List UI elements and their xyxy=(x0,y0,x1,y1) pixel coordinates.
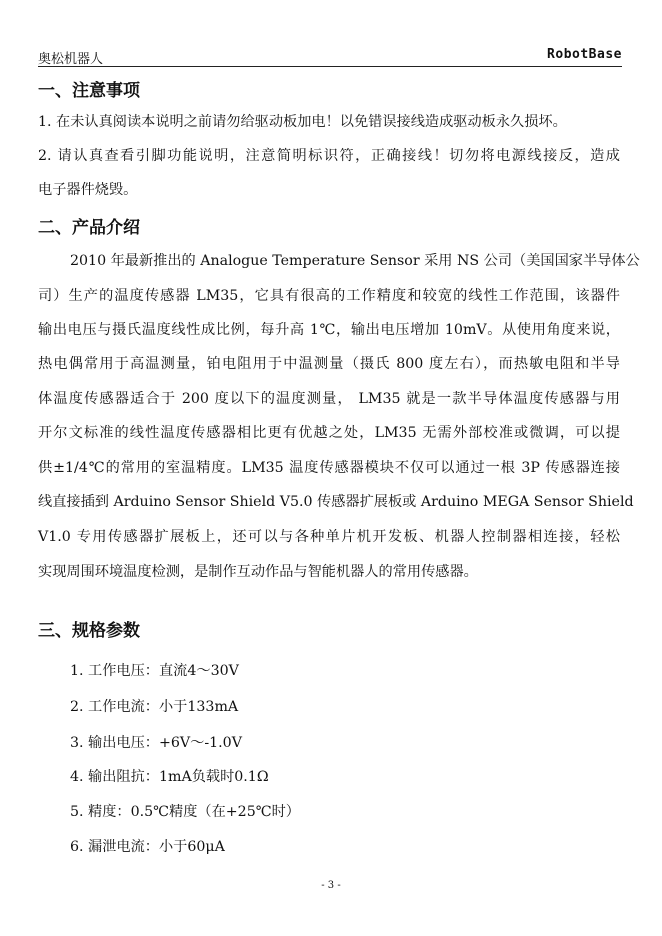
page-header xyxy=(38,44,622,67)
notes-line-2: 2. 请认真查看引脚功能说明，注意简明标识符，正确接线！切勿将电源线接反，造成 xyxy=(38,148,620,164)
header-company-name: 奥松机器人 xyxy=(38,52,104,67)
spec-item-voltage: 1. 工作电压：直流4～30V xyxy=(70,663,239,679)
spec-item-leakage-current: 6. 漏泄电流：小于60μA xyxy=(70,839,225,855)
spec-item-output-voltage: 3. 输出电压：+6V～-1.0V xyxy=(70,735,242,751)
intro-line-4: 热电偶常用于高温测量，铂电阻用于中温测量（摄氏 800 度左右），而热敏电阻和半导 xyxy=(38,356,620,372)
intro-line-1: 2010 年最新推出的 Analogue Temperature Sensor 采用 NS 公司（美国国家半导体公 xyxy=(70,253,640,269)
notes-line-1: 1. 在未认真阅读本说明之前请勿给驱动板加电！以免错误接线造成驱动板永久损坏。 xyxy=(38,114,567,130)
header-brand-logo: RobotBase xyxy=(547,47,622,62)
intro-line-5: 体温度传感器适合于 200 度以下的温度测量， LM35 就是一款半导体温度传感器与用 xyxy=(38,391,620,407)
page-number: - 3 - xyxy=(321,880,341,891)
intro-line-3: 输出电压与摄氏温度线性成比例，每升高 1℃，输出电压增加 10mV。从使用角度来说， xyxy=(38,322,620,338)
notes-line-3: 电子器件烧毁。 xyxy=(38,182,138,198)
intro-line-7: 供±1/4℃的常用的室温精度。LM35 温度传感器模块不仅可以通过一根 3P 传感器连接 xyxy=(38,460,620,476)
intro-line-2: 司）生产的温度传感器 LM35，它具有很高的工作精度和较宽的线性工作范围，该器件 xyxy=(38,288,620,304)
spec-item-current: 2. 工作电流：小于133mA xyxy=(70,699,239,715)
intro-line-10: 实现周围环境温度检测，是制作互动作品与智能机器人的常用传感器。 xyxy=(38,564,478,580)
intro-line-8: 线直接插到 Arduino Sensor Shield V5.0 传感器扩展板或 Arduino MEGA Sensor Shield xyxy=(38,494,634,510)
section-heading-notes: 一、注意事项 xyxy=(38,81,140,101)
section-heading-intro: 二、产品介绍 xyxy=(38,218,140,238)
intro-line-9: V1.0 专用传感器扩展板上，还可以与各种单片机开发板、机器人控制器相连接，轻松 xyxy=(38,529,620,545)
spec-item-output-impedance: 4. 输出阻抗：1mA负载时0.1Ω xyxy=(70,769,269,785)
spec-item-accuracy: 5. 精度：0.5℃精度（在+25℃时） xyxy=(70,804,300,820)
section-heading-specs: 三、规格参数 xyxy=(38,621,140,641)
intro-line-6: 开尔文标准的线性温度传感器相比更有优越之处，LM35 无需外部校准或微调，可以提 xyxy=(38,425,620,441)
